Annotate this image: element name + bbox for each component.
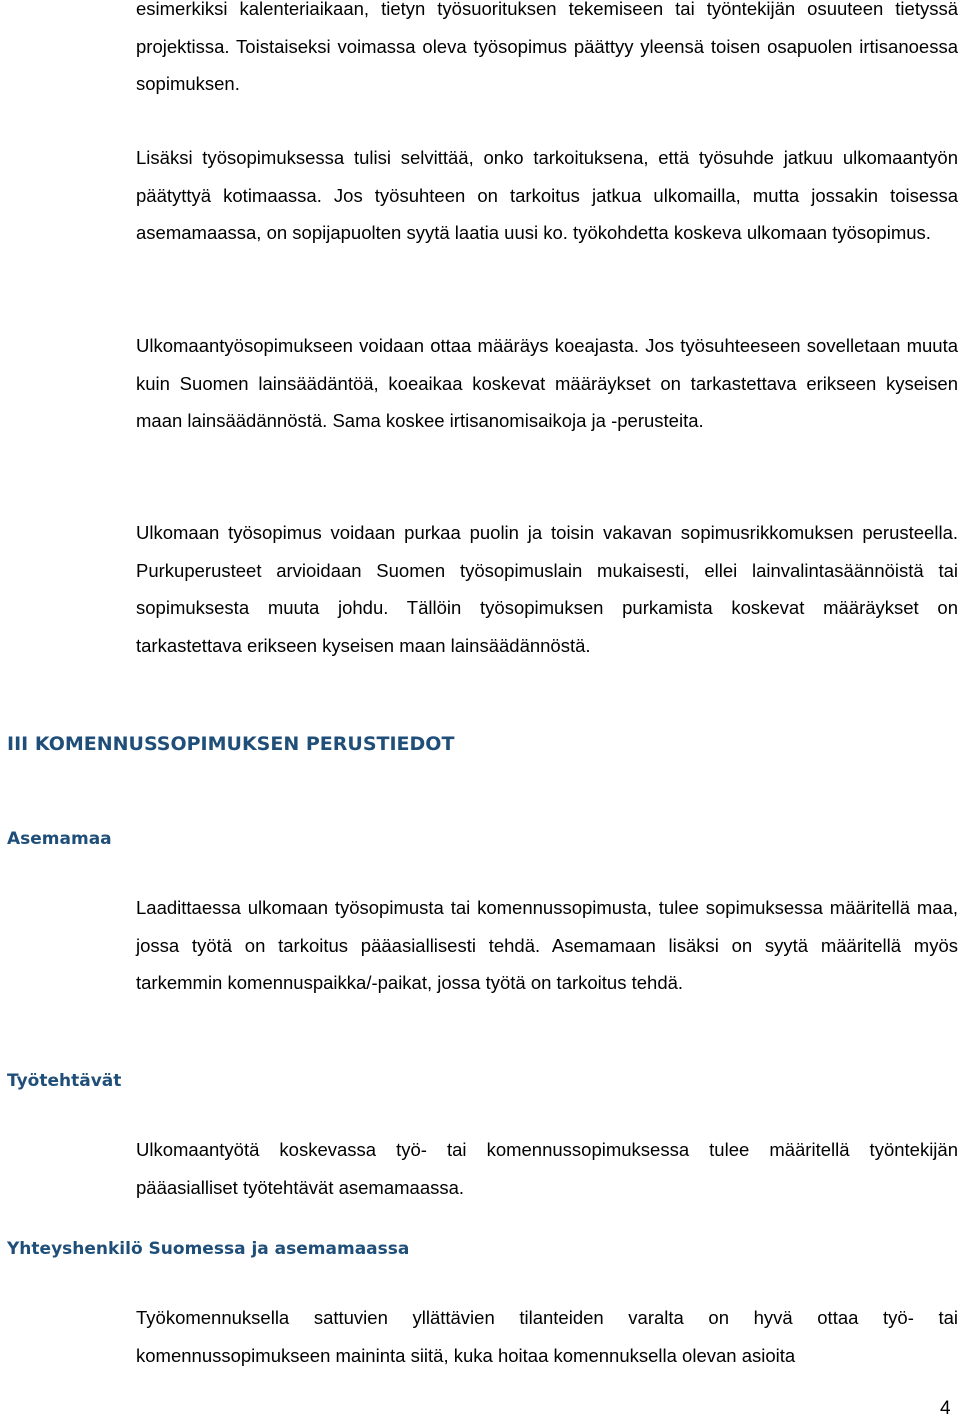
- section-heading: III KOMENNUSSOPIMUKSEN PERUSTIEDOT: [7, 733, 455, 755]
- paragraph-tyotehtavat: Ulkomaantyötä koskevassa työ- tai komennussopimuksessa tulee määritellä työntekijän pääasialliset työtehtävät asemamaassa.: [136, 1139, 958, 1198]
- page-number: 4: [940, 1398, 951, 1419]
- paragraph-yhteyshenkilo: Työkomennuksella sattuvien yllättävien tilanteiden varalta on hyvä ottaa työ- tai komennussopimukseen maininta siitä, kuka hoitaa komennuksella olevan asioita: [136, 1307, 958, 1366]
- paragraph-termination: Ulkomaan työsopimus voidaan purkaa puolin ja toisin vakavan sopimusrikkomuksen perusteella. Purkuperusteet arvioidaan Suomen työsopimuslain mukaisesti, ellei lainvalintasäännöistä tai sopimuksesta muuta johdu. Tällöin työsopimuksen purkamista koskevat määräykset on tarkastettava erikseen kyseisen maan lainsäädännöstä.: [136, 522, 958, 656]
- heading-asemamaa: Asemamaa: [7, 829, 112, 849]
- paragraph-probation: Ulkomaantyösopimukseen voidaan ottaa määräys koeajasta. Jos työsuhteeseen sovelletaan muuta kuin Suomen lainsäädäntöä, koeaikaa koskevat määräykset on tarkastettava erikseen kyseisen maan lainsäädännöstä. Sama koskee irtisanomisaikoja ja -perusteita.: [136, 335, 958, 432]
- heading-yhteyshenkilo: Yhteyshenkilö Suomessa ja asemamaassa: [7, 1239, 410, 1259]
- paragraph-asemamaa: Laadittaessa ulkomaan työsopimusta tai komennussopimusta, tulee sopimuksessa määritellä maa, jossa työtä on tarkoitus pääasiallisesti tehdä. Asemamaan lisäksi on syytä määritellä myös tarkemmin komennuspaikka/-paikat, jossa työtä on tarkoitus tehdä.: [136, 897, 958, 994]
- paragraph-contract-duration: esimerkiksi kalenteriaikaan, tietyn työsuorituksen tekemiseen tai työntekijän osuuteen tietyssä projektissa. Toistaiseksi voimassa oleva työsopimus päättyy yleensä toisen osapuolen irtisanoessa sopimuksen.: [136, 0, 958, 95]
- paragraph-continuation: Lisäksi työsopimuksessa tulisi selvittää, onko tarkoituksena, että työsuhde jatkuu ulkomaantyön päätyttyä kotimaassa. Jos työsuhteen on tarkoitus jatkua ulkomailla, mutta jossakin toisessa asemamaassa, on sopijapuolten syytä laatia uusi ko. työkohdetta koskeva ulkomaan työsopimus.: [136, 147, 958, 244]
- heading-tyotehtavat: Työtehtävät: [7, 1071, 122, 1091]
